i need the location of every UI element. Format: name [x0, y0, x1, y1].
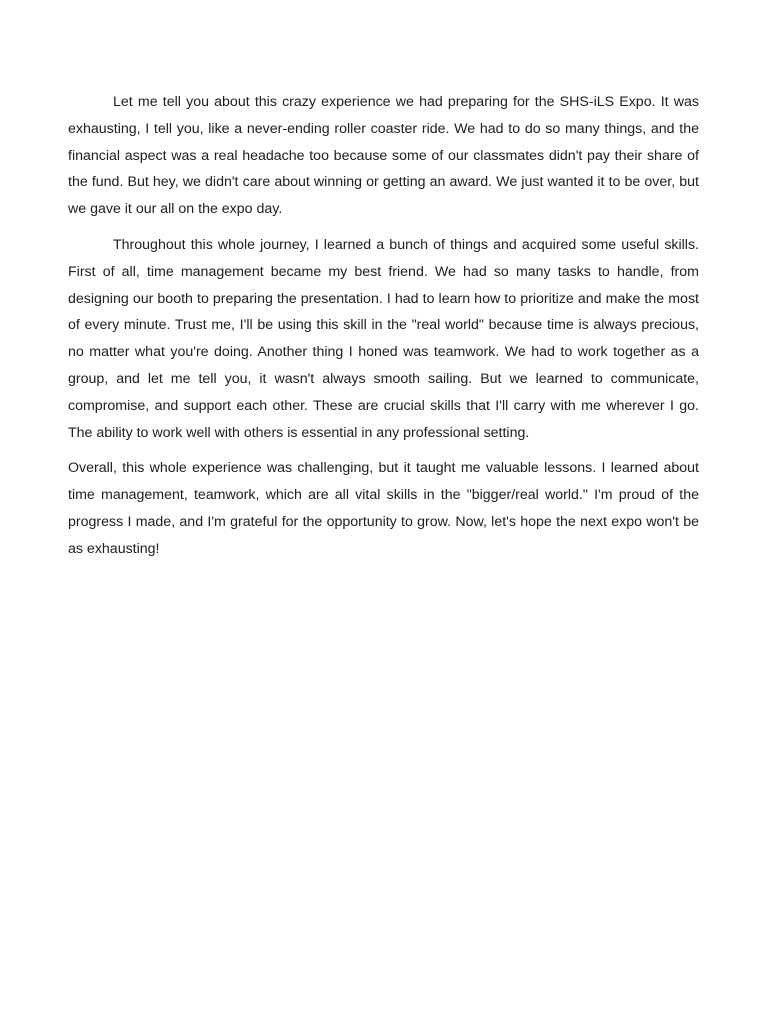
document-body: [68, 89, 699, 572]
paragraph-skills: Throughout this whole journey, I learned a bunch of things and acquired some useful skills. First of all, time management became my best friend. We had so many tasks to handle, from designing our booth to preparing the presentation. I had to learn how to prioritize and make the most of every minute. Trust me, I'll be using this skill in the "real world" because time is always precious, no matter what you're doing. Another thing I honed was teamwork. We had to work together as a group, and let me tell you, it wasn't always smooth sailing. But we learned to communicate, compromise, and support each other. These are crucial skills that I'll carry with me wherever I go. The ability to work well with others is essential in any professional setting.: [68, 236, 699, 441]
paragraph-intro: Let me tell you about this crazy experience we had preparing for the SHS-iLS Expo. It was exhausting, I tell you, like a never-ending roller coaster ride. We had to do so many things, and the financial aspect was a real headache too because some of our classmates didn't pay their share of the fund. But hey, we didn't care about winning or getting an award. We just wanted it to be over, but we gave it our all on the expo day.: [68, 94, 699, 218]
paragraph-conclusion: Overall, this whole experience was challenging, but it taught me valuable lessons. I learned about time management, teamwork, which are all vital skills in the "bigger/real world." I'm proud of the progress I made, and I'm grateful for the opportunity to grow. Now, let's hope the next expo won't be as exhausting!: [68, 460, 699, 557]
